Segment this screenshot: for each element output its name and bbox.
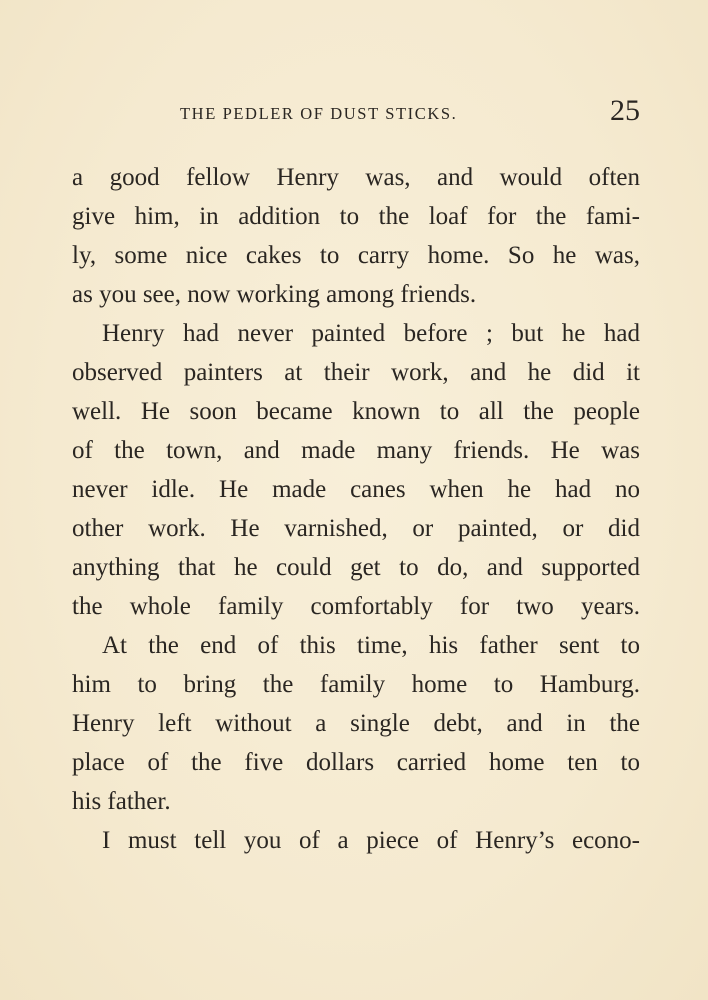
running-title: THE PEDLER OF DUST STICKS. [180,104,458,123]
text-line: as you see, now working among friends. [72,281,477,308]
text-line: the whole family comfortably for two years. [72,593,640,620]
text-line: At the end of this time, his father sent to [102,632,640,659]
body-text [72,158,640,860]
text-line: I must tell you of a piece of Henry’s econo- [102,827,640,854]
text-line: observed painters at their work, and he did it [72,359,640,386]
text-line: him to bring the family home to Hamburg. [72,671,640,698]
text-line: Henry left without a single debt, and in the [72,710,640,737]
text-line: a good fellow Henry was, and would often [72,164,640,191]
page-number: 25 [610,94,640,127]
text-line: never idle. He made canes when he had no [72,476,640,503]
text-line: other work. He varnished, or painted, or did [72,515,640,542]
text-line: anything that he could get to do, and supported [72,554,640,581]
text-line: place of the five dollars carried home ten to [72,749,640,776]
text-line: of the town, and made many friends. He was [72,437,640,464]
text-line: well. He soon became known to all the people [72,398,640,425]
text-line: Henry had never painted before ; but he had [102,320,640,347]
text-line: his father. [72,788,171,815]
running-head [72,96,640,132]
text-line: give him, in addition to the loaf for the fami- [72,203,640,230]
text-line: ly, some nice cakes to carry home. So he was, [72,242,640,269]
